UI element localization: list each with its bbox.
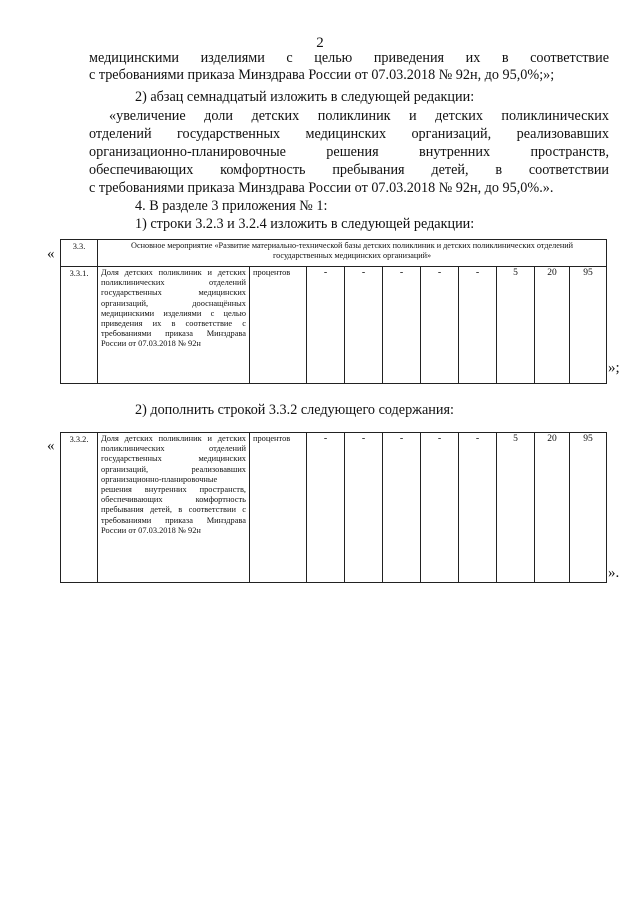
row-number: 3.3. xyxy=(61,240,98,267)
paragraph-line: «увеличение доли детских поликлиник и детских поликлинических xyxy=(109,108,609,124)
paragraph-line: 2) абзац семнадцатый изложить в следующей редакции: xyxy=(135,89,475,105)
paragraph-line: 1) строки 3.2.3 и 3.2.4 изложить в следующей редакции: xyxy=(135,216,475,232)
row-number: 3.3.2. xyxy=(61,433,98,583)
indicator-name: Доля детских поликлиник и детских поликлинических отделений государственных медицинских организаций, дооснащённых медицинскими изделиями с целью приведения их в соответствие с требованиями приказа Минздрава России от 07.03.2018 № 92н xyxy=(98,267,250,384)
value-cell: 20 xyxy=(535,267,570,384)
value-cell: - xyxy=(421,267,459,384)
open-quote: « xyxy=(47,438,55,454)
close-quote: »; xyxy=(608,360,620,376)
indicators-table-1 xyxy=(60,239,607,384)
unit-cell: процентов xyxy=(250,433,307,583)
table-row xyxy=(61,240,607,267)
value-cell: 5 xyxy=(497,433,535,583)
paragraph-line: медицинскими изделиями с целью приведения их в соответствие xyxy=(89,50,609,66)
indicator-name: Доля детских поликлиник и детских поликлинических отделений государственных медицинских организаций, реализовавших организационно-планировочные решения внутренних пространств, обеспечивающих комфортность пребывания детей, в соответствии с требованиями приказа Минздрава России от 07.03.2018 № 92н xyxy=(98,433,250,583)
row-number: 3.3.1. xyxy=(61,267,98,384)
value-cell: - xyxy=(383,433,421,583)
value-cell: 95 xyxy=(570,267,607,384)
page-number: 2 xyxy=(316,35,324,51)
value-cell: - xyxy=(345,267,383,384)
unit-cell: процентов xyxy=(250,267,307,384)
indicators-table-2 xyxy=(60,432,607,583)
paragraph-line: обеспечивающих комфортность пребывания детей, в соответствии xyxy=(89,162,609,178)
value-cell: - xyxy=(345,433,383,583)
value-cell: 95 xyxy=(570,433,607,583)
value-cell: 5 xyxy=(497,267,535,384)
paragraph-line: 2) дополнить строкой 3.3.2 следующего содержания: xyxy=(135,402,454,418)
value-cell: - xyxy=(459,267,497,384)
paragraph-line: 4. В разделе 3 приложения № 1: xyxy=(135,198,328,214)
value-cell: - xyxy=(421,433,459,583)
close-quote: ». xyxy=(608,565,620,581)
value-cell: - xyxy=(307,433,345,583)
paragraph-line: отделений государственных медицинских организаций, реализовавших xyxy=(89,126,609,142)
main-activity-header: Основное мероприятие «Развитие материально-технической базы детских поликлиник и детских поликлинических отделений государственных медицинских организаций» xyxy=(98,240,607,267)
value-cell: - xyxy=(307,267,345,384)
paragraph-line: с требованиями приказа Минздрава России от 07.03.2018 № 92н, до 95,0%;»; xyxy=(89,67,555,83)
paragraph-line: с требованиями приказа Минздрава России от 07.03.2018 № 92н, до 95,0%.». xyxy=(89,180,554,196)
value-cell: 20 xyxy=(535,433,570,583)
value-cell: - xyxy=(383,267,421,384)
paragraph-line: организационно-планировочные решения внутренних пространств, xyxy=(89,144,609,160)
table-row xyxy=(61,433,607,583)
value-cell: - xyxy=(459,433,497,583)
table-row xyxy=(61,267,607,384)
open-quote: « xyxy=(47,246,55,262)
